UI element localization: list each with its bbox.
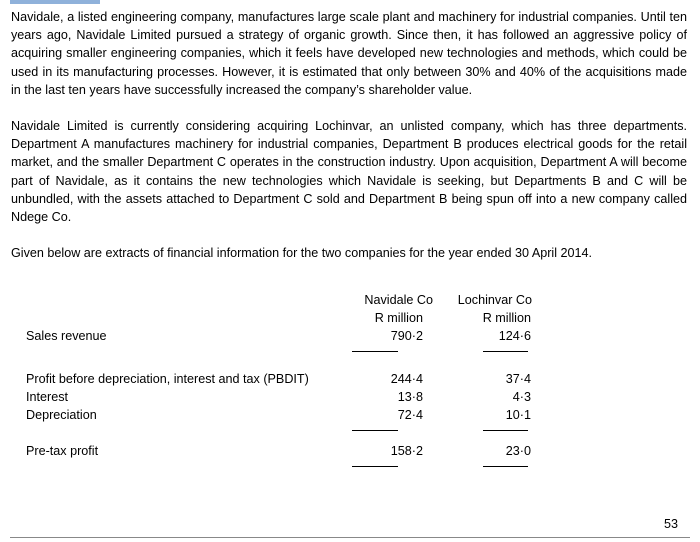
- table-row-pretax-profit: [26, 442, 531, 460]
- value-navidale: 72·4: [397, 408, 423, 422]
- column-unit-lochinvar: R million: [482, 311, 531, 325]
- underline-lochinvar-sales: [483, 351, 528, 352]
- underline-navidale-sales: [352, 351, 398, 352]
- document-body: [11, 8, 687, 262]
- row-label: Depreciation: [26, 408, 97, 422]
- value-navidale: 244·4: [390, 372, 423, 386]
- underline-lochinvar-depreciation: [483, 430, 528, 431]
- paragraph-acquisition: Navidale Limited is currently considering acquiring Lochinvar, an unlisted company, which has three departments. Department A manufactures machinery for industrial companies, Department B produces electrical goods for the retail market, and the smaller Department C operates in the construction industry. Upon acquisition, Department A will become part of Navidale, as it contains the new technologies which Navidale is seeking, but Departments B and C will be unbundled, with the assets attached to Department C sold and Department B being spun off into a new company called Ndege Co.: [11, 119, 687, 225]
- row-label: Profit before depreciation, interest and tax (PBDIT): [26, 372, 309, 386]
- page-number: 53: [664, 517, 679, 531]
- value-navidale: 790·2: [390, 329, 423, 343]
- value-lochinvar: 124·6: [498, 329, 531, 343]
- column-header-navidale: Navidale Co: [364, 293, 433, 307]
- header-accent-bar: [10, 0, 100, 4]
- row-label: Pre-tax profit: [26, 444, 99, 458]
- table-row-sales-revenue: [26, 327, 531, 345]
- column-unit-navidale: R million: [374, 311, 423, 325]
- value-navidale: 158·2: [390, 444, 423, 458]
- value-navidale: 13·8: [397, 390, 423, 404]
- table-row-interest: [26, 388, 531, 406]
- paragraph-intro: Navidale, a listed engineering company, manufactures large scale plant and machinery for industrial companies. Until ten years ago, Navidale Limited pursued a strategy of organic growth. Since then, it has followed an aggressive policy of acquiring smaller engineering companies, which it feels have developed new technologies and methods, which could be used in its manufacturing processes. However, it is estimated that only between 30% and 40% of the acquisitions made in the last ten years have successfully increased the company’s shareholder value.: [11, 10, 687, 97]
- underline-lochinvar-pretax: [483, 466, 528, 467]
- table-row-pbdit: [26, 370, 531, 388]
- underline-navidale-pretax: [352, 466, 398, 467]
- column-header-lochinvar: Lochinvar Co: [457, 293, 532, 307]
- value-lochinvar: 23·0: [505, 444, 531, 458]
- value-lochinvar: 10·1: [505, 408, 531, 422]
- table-row-depreciation: [26, 406, 531, 424]
- value-lochinvar: 4·3: [512, 390, 531, 404]
- paragraph-extract-intro: Given below are extracts of financial information for the two companies for the year ended 30 April 2014.: [11, 246, 593, 261]
- footer-divider: [10, 537, 690, 538]
- underline-navidale-depreciation: [352, 430, 398, 431]
- row-label: Sales revenue: [26, 329, 107, 343]
- value-lochinvar: 37·4: [505, 372, 531, 386]
- row-label: Interest: [26, 390, 68, 404]
